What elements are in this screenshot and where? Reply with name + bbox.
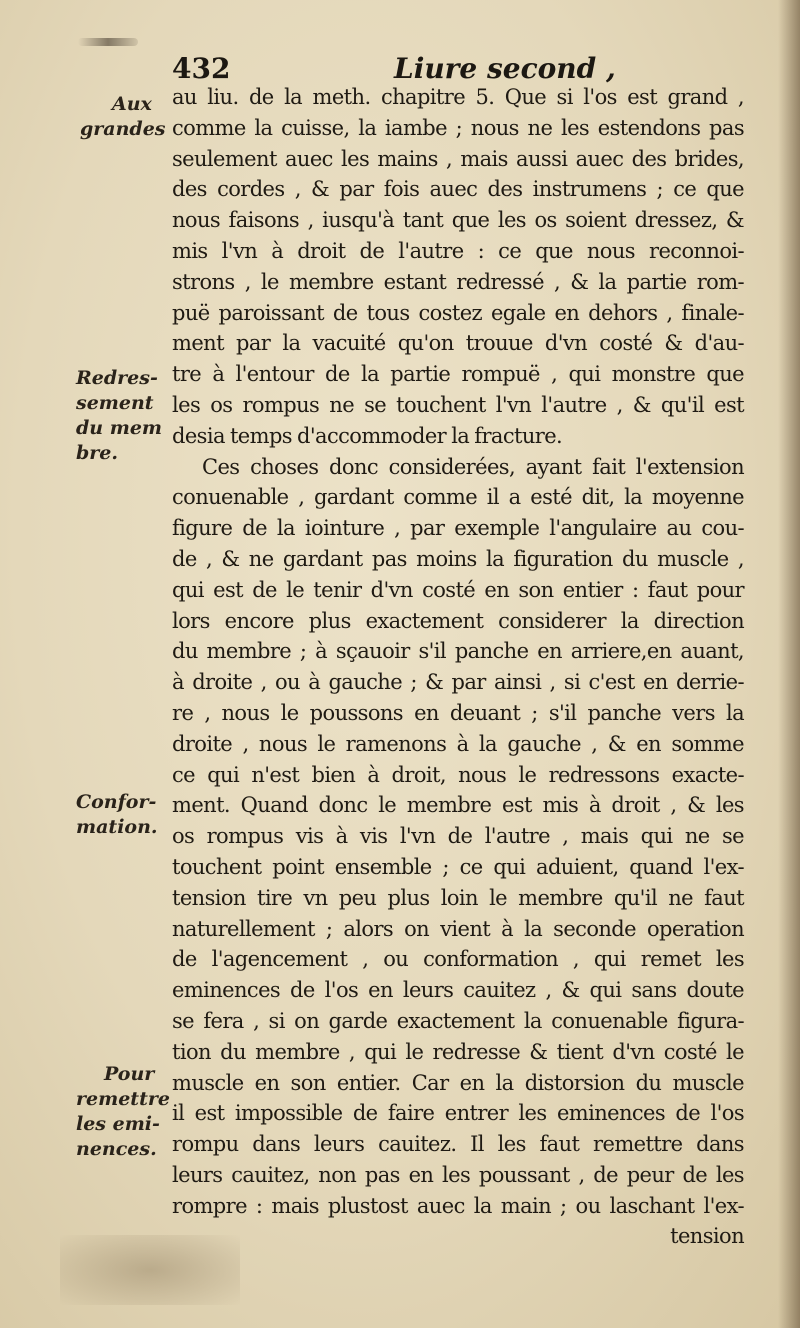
text-line: tion du membre , qui le redresse & tient d'vn costé le	[172, 1039, 744, 1064]
text-line: re , nous le poussons en deuant ; s'il panche vers la	[172, 700, 744, 725]
text-line: ce qui n'est bien à droit, nous le redressons exacte-	[172, 762, 744, 787]
margin-note-pour-remettre	[76, 1062, 171, 1162]
text-line: rompu dans leurs cauitez. Il les faut remettre dans	[172, 1132, 744, 1157]
margin-note-conformation	[76, 790, 171, 840]
margin-note-line: nences.	[76, 1138, 157, 1160]
text-line: qui est de le tenir d'vn costé en son entier : faut pour	[172, 577, 744, 602]
text-line: ment. Quand donc le membre est mis à droit , & les	[172, 793, 744, 818]
text-line: de l'agencement , ou conformation , qui remet les	[172, 947, 744, 972]
text-line: droite , nous le ramenons à la gauche , & en somme	[172, 731, 744, 756]
margin-note-line: Pour	[104, 1063, 155, 1085]
margin-note-line: remettre	[76, 1088, 170, 1110]
text-line: du membre ; à sçauoir s'il panche en arriere,en auant,	[172, 639, 744, 664]
margin-note-line: Aux	[112, 93, 152, 115]
text-line: les os rompus ne se touchent l'vn l'autre , & qu'il est	[172, 392, 744, 417]
text-line: touchent point ensemble ; ce qui aduient, quand l'ex-	[172, 854, 744, 879]
text-line: Ces choses donc considerées, ayant fait l'extension	[202, 454, 744, 479]
text-line: lors encore plus exactement considerer la direction	[172, 608, 744, 633]
text-line: au liu. de la meth. chapitre 5. Que si l'os est grand ,	[172, 85, 744, 109]
margin-note-line: grandes	[80, 118, 166, 140]
margin-note-line: sement	[76, 392, 154, 414]
margin-note-aux-grandes	[76, 92, 171, 142]
text-line: comme la cuisse, la iambe ; nous ne les estendons pas	[172, 115, 744, 140]
text-line: tension tire vn peu plus loin le membre qu'il ne faut	[172, 885, 744, 910]
page-number: 432	[172, 52, 231, 85]
text-line: de , & ne gardant pas moins la figuration du muscle ,	[172, 546, 744, 571]
text-line: nous faisons , iusqu'à tant que les os soient dressez, &	[172, 208, 744, 233]
ink-smudge	[78, 38, 138, 46]
running-head: Liure second ,	[394, 52, 616, 85]
text-line: eminences de l'os en leurs cauitez , & qui sans doute	[172, 978, 744, 1003]
text-line: figure de la iointure , par exemple l'angulaire au cou-	[172, 516, 744, 541]
margin-note-line: Redres-	[76, 367, 158, 389]
page-edge-shadow	[778, 0, 800, 1328]
text-line: desia temps d'accommoder la fracture.	[172, 423, 563, 448]
text-line: leurs cauitez, non pas en les poussant , de peur de les	[172, 1162, 744, 1187]
text-line: seulement auec les mains , mais aussi auec des brides,	[172, 146, 744, 171]
text-line: se fera , si on garde exactement la conuenable figura-	[172, 1008, 744, 1033]
text-line: ment par la vacuité qu'on trouue d'vn costé & d'au-	[172, 331, 744, 356]
text-line: des cordes , & par fois auec des instrumens ; ce que	[172, 177, 744, 202]
text-line: rompre : mais plustost auec la main ; ou laschant l'ex-	[172, 1193, 744, 1218]
margin-note-line: mation.	[76, 816, 158, 838]
text-line: il est impossible de faire entrer les eminences de l'os	[172, 1101, 744, 1126]
text-line: muscle en son entier. Car en la distorsion du muscle	[172, 1070, 744, 1095]
text-line: strons , le membre estant redressé , & la partie rom-	[172, 269, 744, 294]
margin-note-line: les emi-	[76, 1113, 160, 1135]
margin-note-line: Confor-	[76, 791, 157, 813]
text-line: os rompus vis à vis l'vn de l'autre , mais qui ne se	[172, 824, 744, 849]
margin-note-redressement	[76, 366, 171, 466]
text-line: mis l'vn à droit de l'autre : ce que nous reconnoi-	[172, 238, 744, 263]
text-line: tension	[670, 1224, 744, 1249]
text-line: conuenable , gardant comme il a esté dit, la moyenne	[172, 485, 744, 510]
margin-note-line: du mem	[76, 417, 163, 439]
text-line: puë paroissant de tous costez egale en dehors , finale-	[172, 300, 744, 325]
margin-note-line: bre.	[76, 442, 118, 464]
text-line: à droite , ou à gauche ; & par ainsi , si c'est en derrie-	[172, 670, 744, 695]
text-line: tre à l'entour de la partie rompuë , qui monstre que	[172, 362, 744, 387]
body-text	[172, 82, 744, 1252]
text-line: naturellement ; alors on vient à la seconde operation	[172, 916, 744, 941]
